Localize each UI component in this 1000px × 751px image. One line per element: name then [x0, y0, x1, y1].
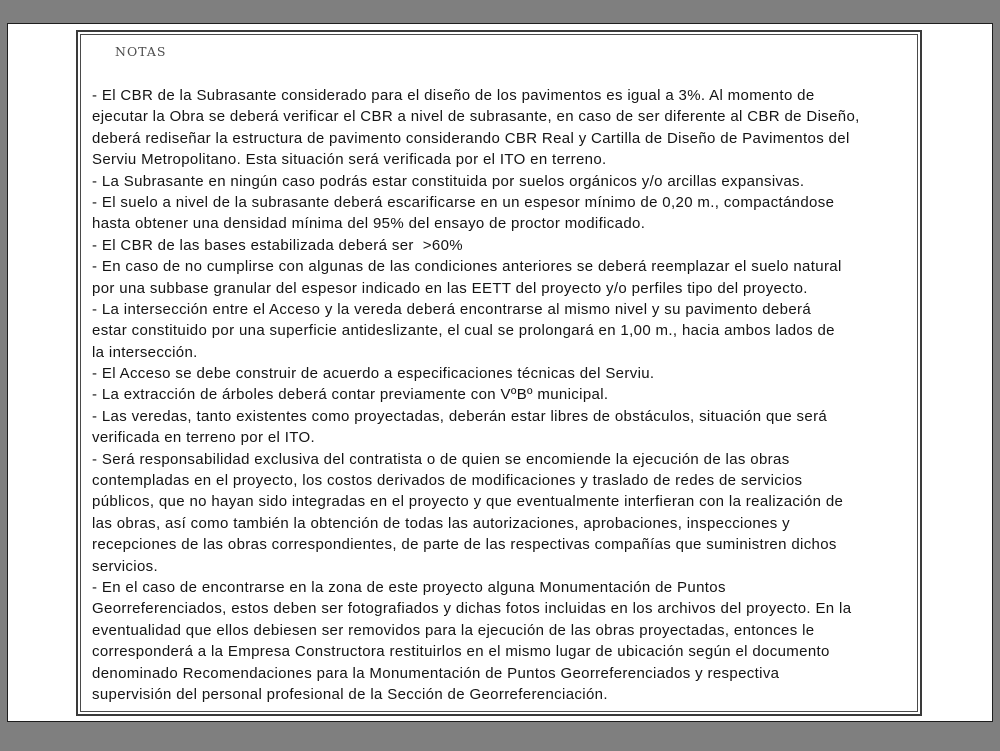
- note-line: estar constituido por una superficie antideslizante, el cual se prolongará en 1,00 m., hacia ambos lados de: [92, 322, 835, 340]
- note-line: las obras, así como también la obtención de todas las autorizaciones, aprobaciones, inspecciones y: [92, 514, 791, 532]
- note-line: - En el caso de encontrarse en la zona de este proyecto alguna Monumentación de Puntos: [92, 578, 726, 596]
- note-line: la intersección.: [92, 343, 198, 361]
- note-line: corresponderá a la Empresa Constructora restituirlos en el mismo lugar de ubicación según el documento: [92, 643, 830, 661]
- note-line: hasta obtener una densidad mínima del 95% del ensayo de proctor modificado.: [92, 215, 646, 233]
- note-line: deberá rediseñar la estructura de pavimento considerando CBR Real y Cartilla de Diseño de Pavimentos del: [92, 129, 850, 147]
- note-line: - El suelo a nivel de la subrasante deberá escarificarse en un espesor mínimo de 0,20 m., compactándose: [92, 193, 835, 211]
- note-line: - La intersección entre el Acceso y la vereda deberá encontrarse al mismo nivel y su pavimento deberá: [92, 300, 812, 318]
- note-line: - La extracción de árboles deberá contar previamente con VºBº municipal.: [92, 386, 609, 404]
- note-line: contempladas en el proyecto, los costos derivados de modificaciones y traslado de redes de servicios: [92, 472, 803, 490]
- note-line: verificada en terreno por el ITO.: [92, 429, 316, 447]
- note-line: servicios.: [92, 557, 159, 575]
- note-line: - Será responsabilidad exclusiva del contratista o de quien se encomiende la ejecución de las obras: [92, 450, 790, 468]
- note-line: Georreferenciados, estos deben ser fotografiados y dichas fotos incluidas en los archivos del proyecto. En la: [92, 600, 852, 618]
- note-line: recepciones de las obras correspondientes, de parte de las respectivas compañías que suministren dichos: [92, 536, 837, 554]
- note-line: denominado Recomendaciones para la Monumentación de Puntos Georreferenciados y respectiva: [92, 664, 780, 682]
- notes-body: [92, 85, 912, 705]
- notes-title: NOTAS: [115, 44, 167, 59]
- note-line: Serviu Metropolitano. Esta situación será verificada por el ITO en terreno.: [92, 151, 607, 169]
- note-line: eventualidad que ellos debiesen ser removidos para la ejecución de las obras proyectadas, entonces le: [92, 621, 815, 639]
- note-line: públicos, que no hayan sido integradas en el proyecto y que eventualmente interfieran con la realización de: [92, 493, 844, 511]
- note-line: - La Subrasante en ningún caso podrás estar constituida por suelos orgánicos y/o arcillas expansivas.: [92, 172, 805, 190]
- note-line: - El CBR de la Subrasante considerado para el diseño de los pavimentos es igual a 3%. Al momento de: [92, 87, 815, 104]
- note-line: ejecutar la Obra se deberá verificar el CBR a nivel de subrasante, en caso de ser diferente al CBR de Diseño,: [92, 108, 860, 126]
- note-line: - En caso de no cumplirse con algunas de las condiciones anteriores se deberá reemplazar el suelo natural: [92, 258, 842, 276]
- note-line: - El CBR de las bases estabilizada deberá ser >60%: [92, 236, 463, 254]
- note-line: - El Acceso se debe construir de acuerdo a especificaciones técnicas del Serviu.: [92, 365, 655, 383]
- note-line: por una subbase granular del espesor indicado en las EETT del proyecto y/o perfiles tipo del proyecto.: [92, 279, 808, 297]
- note-line: supervisión del personal profesional de la Sección de Georreferenciación.: [92, 685, 608, 703]
- note-line: - Las veredas, tanto existentes como proyectadas, deberán estar libres de obstáculos, situación que será: [92, 407, 828, 425]
